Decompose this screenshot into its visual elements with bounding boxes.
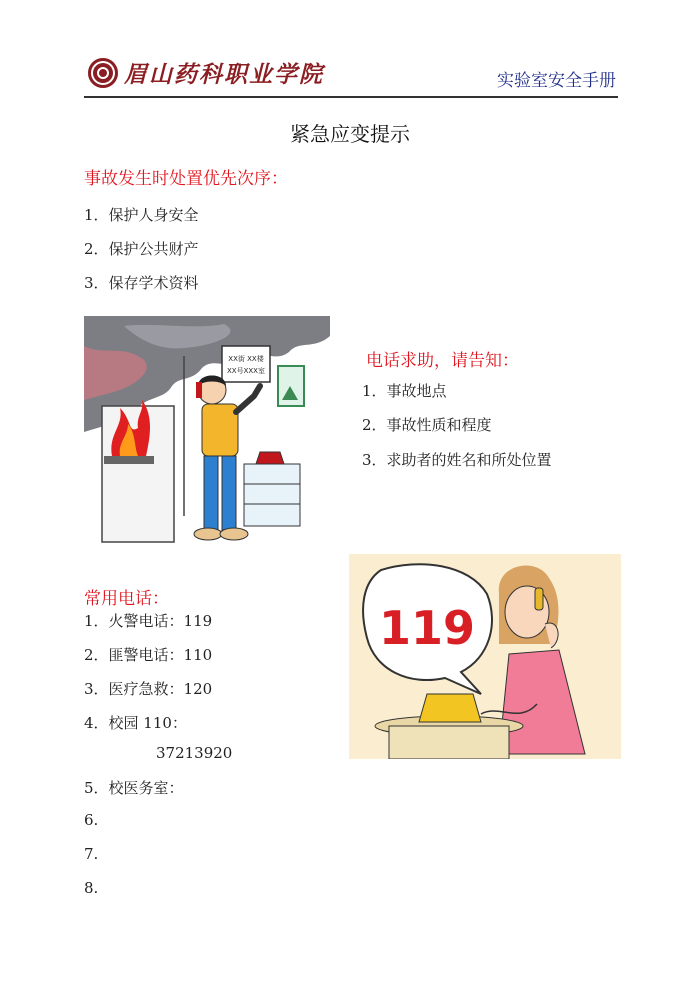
- phone-item: 5．校医务室：: [84, 779, 184, 797]
- call-help-heading: 电话求助，请告知：: [366, 351, 519, 371]
- priority-item: 3．保存学术资料: [84, 274, 199, 292]
- priority-item: 2．保护公共财产: [84, 240, 199, 258]
- phones-heading: 常用电话：: [84, 589, 169, 609]
- bubble-119-text: 119: [378, 601, 476, 655]
- page-header: [84, 52, 618, 100]
- phone-item: 8.: [84, 879, 99, 897]
- priority-heading: 事故发生时处置优先次序：: [84, 169, 288, 189]
- college-name: 眉山药科职业学院: [124, 61, 324, 88]
- phone-item: 2．匪警电话：110: [84, 646, 213, 664]
- header-divider: [84, 96, 618, 98]
- svg-text:XX街 XX楼: XX街 XX楼: [228, 355, 264, 363]
- college-logo: [88, 56, 324, 89]
- college-seal-icon: [88, 58, 118, 88]
- campus-110-number: 37213920: [156, 744, 233, 762]
- phone-item: 1．火警电话：119: [84, 612, 213, 630]
- call-help-item: 3．求助者的姓名和所处位置: [362, 451, 552, 469]
- document-title: 实验室安全手册: [497, 71, 616, 91]
- svg-text:XX号XXX室: XX号XXX室: [227, 367, 265, 375]
- fire-call-illustration: [84, 316, 330, 552]
- phone-item: 3．医疗急救：120: [84, 680, 213, 698]
- phone-item: 4．校园 110：: [84, 714, 187, 732]
- phone-item: 6.: [84, 811, 99, 829]
- priority-item: 1．保护人身安全: [84, 206, 199, 224]
- call-help-item: 2．事故性质和程度: [362, 416, 492, 434]
- phone-item: 7.: [84, 845, 99, 863]
- page-title: 紧急应变提示: [290, 122, 410, 146]
- call-help-item: 1．事故地点: [362, 382, 447, 400]
- emergency-phone-illustration: [349, 554, 621, 759]
